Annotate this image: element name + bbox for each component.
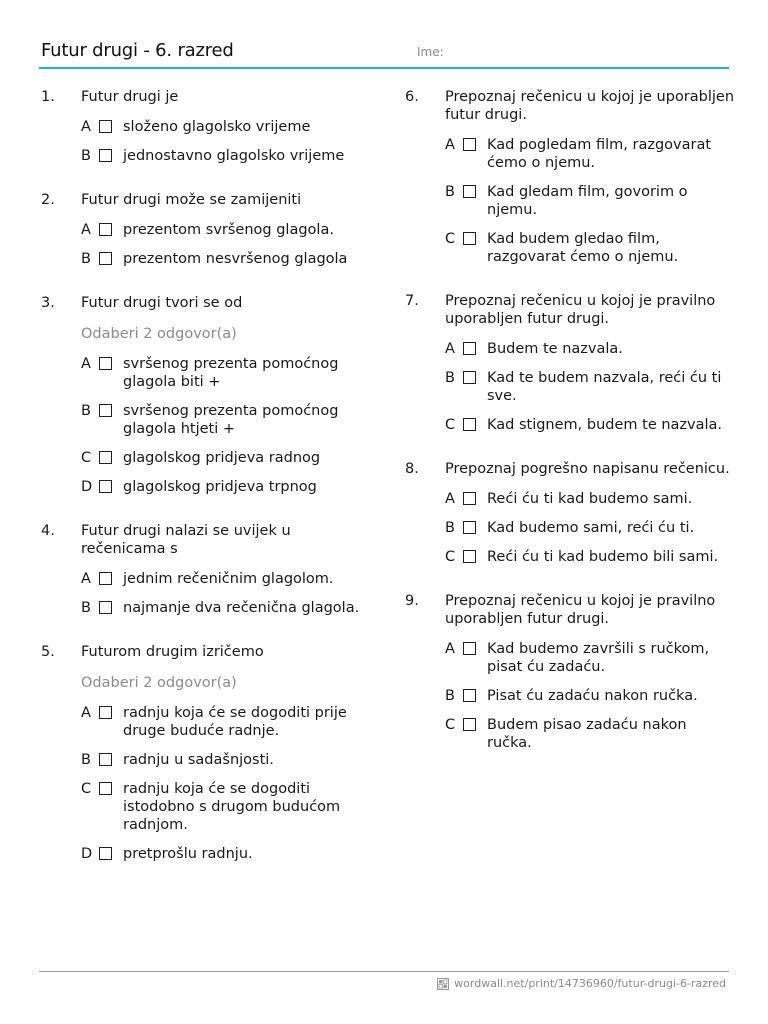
- checkbox[interactable]: [99, 847, 112, 860]
- option-text: radnju u sadašnjosti.: [123, 752, 274, 768]
- option-letter: A: [81, 119, 91, 135]
- question-header: [41, 294, 371, 312]
- answer-option[interactable]: [81, 751, 371, 769]
- option-letter: C: [81, 450, 92, 466]
- answer-option[interactable]: [81, 355, 371, 391]
- checkbox[interactable]: [99, 149, 112, 162]
- answer-options: [445, 340, 735, 434]
- option-text: Reći ću ti kad budemo sami.: [487, 491, 693, 507]
- option-text: jednim rečeničnim glagolom.: [123, 571, 334, 587]
- option-letter: B: [81, 148, 91, 164]
- answer-option[interactable]: [81, 570, 371, 588]
- option-text: Kad gledam film, govorim o njemu.: [487, 184, 688, 218]
- option-text: pretprošlu radnju.: [123, 846, 253, 862]
- question-text: Futur drugi je: [81, 89, 179, 105]
- answer-options: [445, 640, 735, 752]
- header-divider: [39, 67, 729, 69]
- answer-options: [445, 490, 735, 566]
- answer-option[interactable]: [81, 704, 371, 740]
- option-letter: A: [445, 641, 455, 657]
- checkbox[interactable]: [463, 371, 476, 384]
- page-title: Futur drugi - 6. razred: [41, 40, 234, 61]
- checkbox[interactable]: [99, 120, 112, 133]
- option-letter: C: [445, 231, 456, 247]
- question-header: [405, 88, 735, 124]
- footer-divider: [39, 971, 729, 972]
- checkbox[interactable]: [463, 232, 476, 245]
- question-3: [41, 294, 371, 496]
- answer-option[interactable]: [81, 402, 371, 438]
- option-letter: B: [445, 370, 455, 386]
- option-letter: C: [81, 781, 92, 797]
- name-field-label: Ime:: [417, 45, 444, 59]
- answer-option[interactable]: [445, 548, 735, 566]
- option-text: Kad budemo završili s ručkom, pisat ću zadaću.: [487, 641, 710, 675]
- question-number: 9.: [405, 593, 419, 609]
- question-header: [405, 592, 735, 628]
- option-text: najmanje dva rečenična glagola.: [123, 600, 360, 616]
- answer-option[interactable]: [445, 416, 735, 434]
- answer-option[interactable]: [81, 118, 371, 136]
- checkbox[interactable]: [99, 572, 112, 585]
- answer-option[interactable]: [81, 845, 371, 863]
- checkbox[interactable]: [463, 689, 476, 702]
- option-letter: A: [445, 137, 455, 153]
- answer-option[interactable]: [445, 340, 735, 358]
- checkbox[interactable]: [463, 492, 476, 505]
- question-number: 5.: [41, 644, 55, 660]
- option-letter: B: [445, 688, 455, 704]
- question-number: 6.: [405, 89, 419, 105]
- question-text: Prepoznaj rečenicu u kojoj je pravilno uporabljen futur drugi.: [445, 293, 716, 327]
- option-letter: C: [445, 417, 456, 433]
- answer-option[interactable]: [81, 599, 371, 617]
- question-header: [405, 460, 735, 478]
- option-letter: A: [81, 356, 91, 372]
- option-text: Kad pogledam film, razgovarat ćemo o njemu.: [487, 137, 712, 171]
- question-number: 1.: [41, 89, 55, 105]
- checkbox[interactable]: [463, 550, 476, 563]
- question-number: 7.: [405, 293, 419, 309]
- option-letter: D: [81, 846, 93, 862]
- option-text: Kad budemo sami, reći ću ti.: [487, 520, 695, 536]
- option-letter: A: [445, 341, 455, 357]
- option-text: svršenog prezenta pomoćnog glagola biti +: [123, 356, 339, 390]
- question-text: Prepoznaj rečenicu u kojoj je pravilno uporabljen futur drugi.: [445, 593, 716, 627]
- answer-option[interactable]: [445, 230, 735, 266]
- answer-option[interactable]: [445, 369, 735, 405]
- option-text: glagolskog pridjeva radnog: [123, 450, 321, 466]
- checkbox[interactable]: [99, 753, 112, 766]
- question-header: [41, 191, 371, 209]
- question-1: [41, 88, 371, 165]
- footer: [437, 977, 726, 990]
- question-text: Prepoznaj rečenicu u kojoj je uporabljen futur drugi.: [445, 89, 735, 123]
- checkbox[interactable]: [99, 357, 112, 370]
- question-text: Futurom drugim izričemo: [81, 644, 264, 660]
- question-header: [405, 292, 735, 328]
- answer-option[interactable]: [445, 519, 735, 537]
- option-letter: C: [445, 549, 456, 565]
- answer-option[interactable]: [445, 716, 735, 752]
- option-text: svršenog prezenta pomoćnog glagola htjeti +: [123, 403, 339, 437]
- checkbox[interactable]: [99, 252, 112, 265]
- question-hint: Odaberi 2 odgovor(a): [81, 675, 237, 691]
- question-hint: Odaberi 2 odgovor(a): [81, 326, 237, 342]
- question-5: [41, 643, 371, 863]
- checkbox[interactable]: [463, 185, 476, 198]
- question-text: Futur drugi može se zamijeniti: [81, 192, 302, 208]
- option-letter: B: [445, 184, 455, 200]
- option-letter: B: [445, 520, 455, 536]
- option-text: radnju koja će se dogoditi istodobno s drugom budućom radnjom.: [123, 781, 341, 833]
- checkbox[interactable]: [463, 718, 476, 731]
- option-letter: B: [81, 403, 91, 419]
- answer-option[interactable]: [445, 640, 735, 676]
- option-text: Budem pisao zadaću nakon ručka.: [487, 717, 687, 751]
- question-9: [405, 592, 735, 752]
- answer-option[interactable]: [81, 221, 371, 239]
- answer-option[interactable]: [81, 147, 371, 165]
- footer-url[interactable]: wordwall.net/print/14736960/futur-drugi-6-razred: [454, 977, 726, 990]
- option-letter: B: [81, 600, 91, 616]
- option-letter: A: [81, 222, 91, 238]
- option-letter: B: [81, 251, 91, 267]
- wordwall-logo-icon: [437, 978, 449, 990]
- option-text: Reći ću ti kad budemo bili sami.: [487, 549, 719, 565]
- option-text: prezentom svršenog glagola.: [123, 222, 334, 238]
- checkbox[interactable]: [99, 451, 112, 464]
- question-number: 4.: [41, 523, 55, 539]
- option-text: radnju koja će se dogoditi prije druge buduće radnje.: [123, 705, 347, 739]
- answer-option[interactable]: [445, 687, 735, 705]
- answer-option[interactable]: [445, 183, 735, 219]
- question-text: Prepoznaj pogrešno napisanu rečenicu.: [445, 461, 730, 477]
- option-text: složeno glagolsko vrijeme: [123, 119, 311, 135]
- answer-options: [81, 118, 371, 165]
- option-text: Kad te budem nazvala, reći ću ti sve.: [487, 370, 722, 404]
- checkbox[interactable]: [463, 642, 476, 655]
- option-text: Kad budem gledao film, razgovarat ćemo o njemu.: [487, 231, 679, 265]
- question-number: 8.: [405, 461, 419, 477]
- checkbox[interactable]: [99, 404, 112, 417]
- answer-option[interactable]: [81, 449, 371, 467]
- answer-option[interactable]: [81, 250, 371, 268]
- question-text: Futur drugi nalazi se uvijek u rečenicama s: [81, 523, 291, 557]
- question-6: [405, 88, 735, 266]
- checkbox[interactable]: [99, 223, 112, 236]
- questions-right-column: [405, 88, 735, 778]
- question-header: [41, 522, 371, 558]
- answer-option[interactable]: [445, 136, 735, 172]
- question-header: [41, 88, 371, 106]
- question-text: Futur drugi tvori se od: [81, 295, 243, 311]
- question-4: [41, 522, 371, 617]
- question-number: 2.: [41, 192, 55, 208]
- checkbox[interactable]: [99, 480, 112, 493]
- answer-options: [81, 221, 371, 268]
- checkbox[interactable]: [99, 782, 112, 795]
- checkbox[interactable]: [99, 601, 112, 614]
- answer-option[interactable]: [81, 780, 371, 834]
- checkbox[interactable]: [463, 521, 476, 534]
- option-letter: C: [445, 717, 456, 733]
- question-8: [405, 460, 735, 566]
- question-number: 3.: [41, 295, 55, 311]
- option-letter: B: [81, 752, 91, 768]
- answer-options: [81, 355, 371, 496]
- checkbox[interactable]: [99, 706, 112, 719]
- option-text: Budem te nazvala.: [487, 341, 623, 357]
- answer-options: [445, 136, 735, 266]
- option-letter: D: [81, 479, 93, 495]
- option-letter: A: [81, 571, 91, 587]
- option-text: Pisat ću zadaću nakon ručka.: [487, 688, 698, 704]
- question-7: [405, 292, 735, 434]
- option-letter: A: [445, 491, 455, 507]
- option-text: glagolskog pridjeva trpnog: [123, 479, 317, 495]
- answer-option[interactable]: [81, 478, 371, 496]
- checkbox[interactable]: [463, 418, 476, 431]
- option-text: Kad stignem, budem te nazvala.: [487, 417, 723, 433]
- option-text: jednostavno glagolsko vrijeme: [123, 148, 345, 164]
- option-letter: A: [81, 705, 91, 721]
- answer-option[interactable]: [445, 490, 735, 508]
- answer-options: [81, 704, 371, 863]
- option-text: prezentom nesvršenog glagola: [123, 251, 348, 267]
- question-header: [41, 643, 371, 661]
- checkbox[interactable]: [463, 342, 476, 355]
- checkbox[interactable]: [463, 138, 476, 151]
- answer-options: [81, 570, 371, 617]
- question-2: [41, 191, 371, 268]
- questions-left-column: [41, 88, 371, 889]
